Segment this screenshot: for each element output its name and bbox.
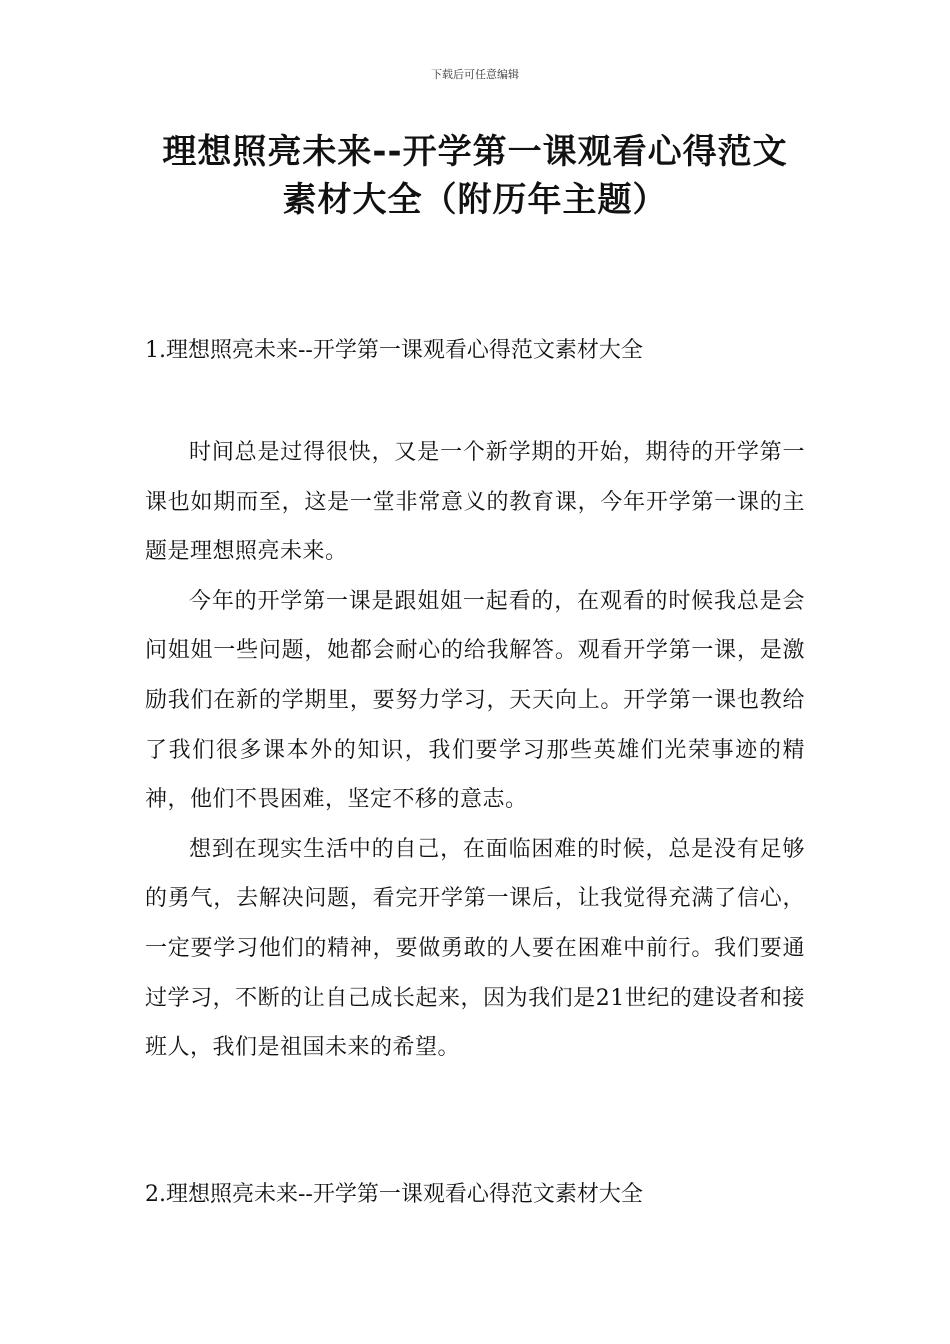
section-heading-2: 2.理想照亮未来--开学第一课观看心得范文素材大全	[145, 1182, 643, 1207]
paragraph-2: 今年的开学第一课是跟姐姐一起看的，在观看的时候我总是会问姐姐一些问题，她都会耐心的给我解答。观看开学第一课，是激励我们在新的学期里，要努力学习，天天向上。开学第一课也教给了我们很多课本外的知识，我们要学习那些英雄们光荣事迹的精神，他们不畏困难，坚定不移的意志。	[145, 588, 805, 813]
article-body	[145, 428, 805, 1073]
header-note: 下载后可任意编辑	[431, 68, 519, 81]
paragraph-1: 时间总是过得很快，又是一个新学期的开始，期待的开学第一课也如期而至，这是一堂非常意义的教育课，今年开学第一课的主题是理想照亮未来。	[145, 440, 805, 565]
title-line-2: 素材大全（附历年主题）	[282, 180, 668, 220]
section-heading-1: 1.理想照亮未来--开学第一课观看心得范文素材大全	[145, 338, 643, 363]
paragraph-3: 想到在现实生活中的自己，在面临困难的时候，总是没有足够的勇气，去解决问题，看完开学第一课后，让我觉得充满了信心，一定要学习他们的精神，要做勇敢的人要在困难中前行。我们要通过学习，不断的让自己成长起来，因为我们是21世纪的建设者和接班人，我们是祖国未来的希望。	[145, 836, 805, 1061]
document-title	[0, 128, 950, 224]
title-line-1: 理想照亮未来--开学第一课观看心得范文	[162, 132, 788, 172]
